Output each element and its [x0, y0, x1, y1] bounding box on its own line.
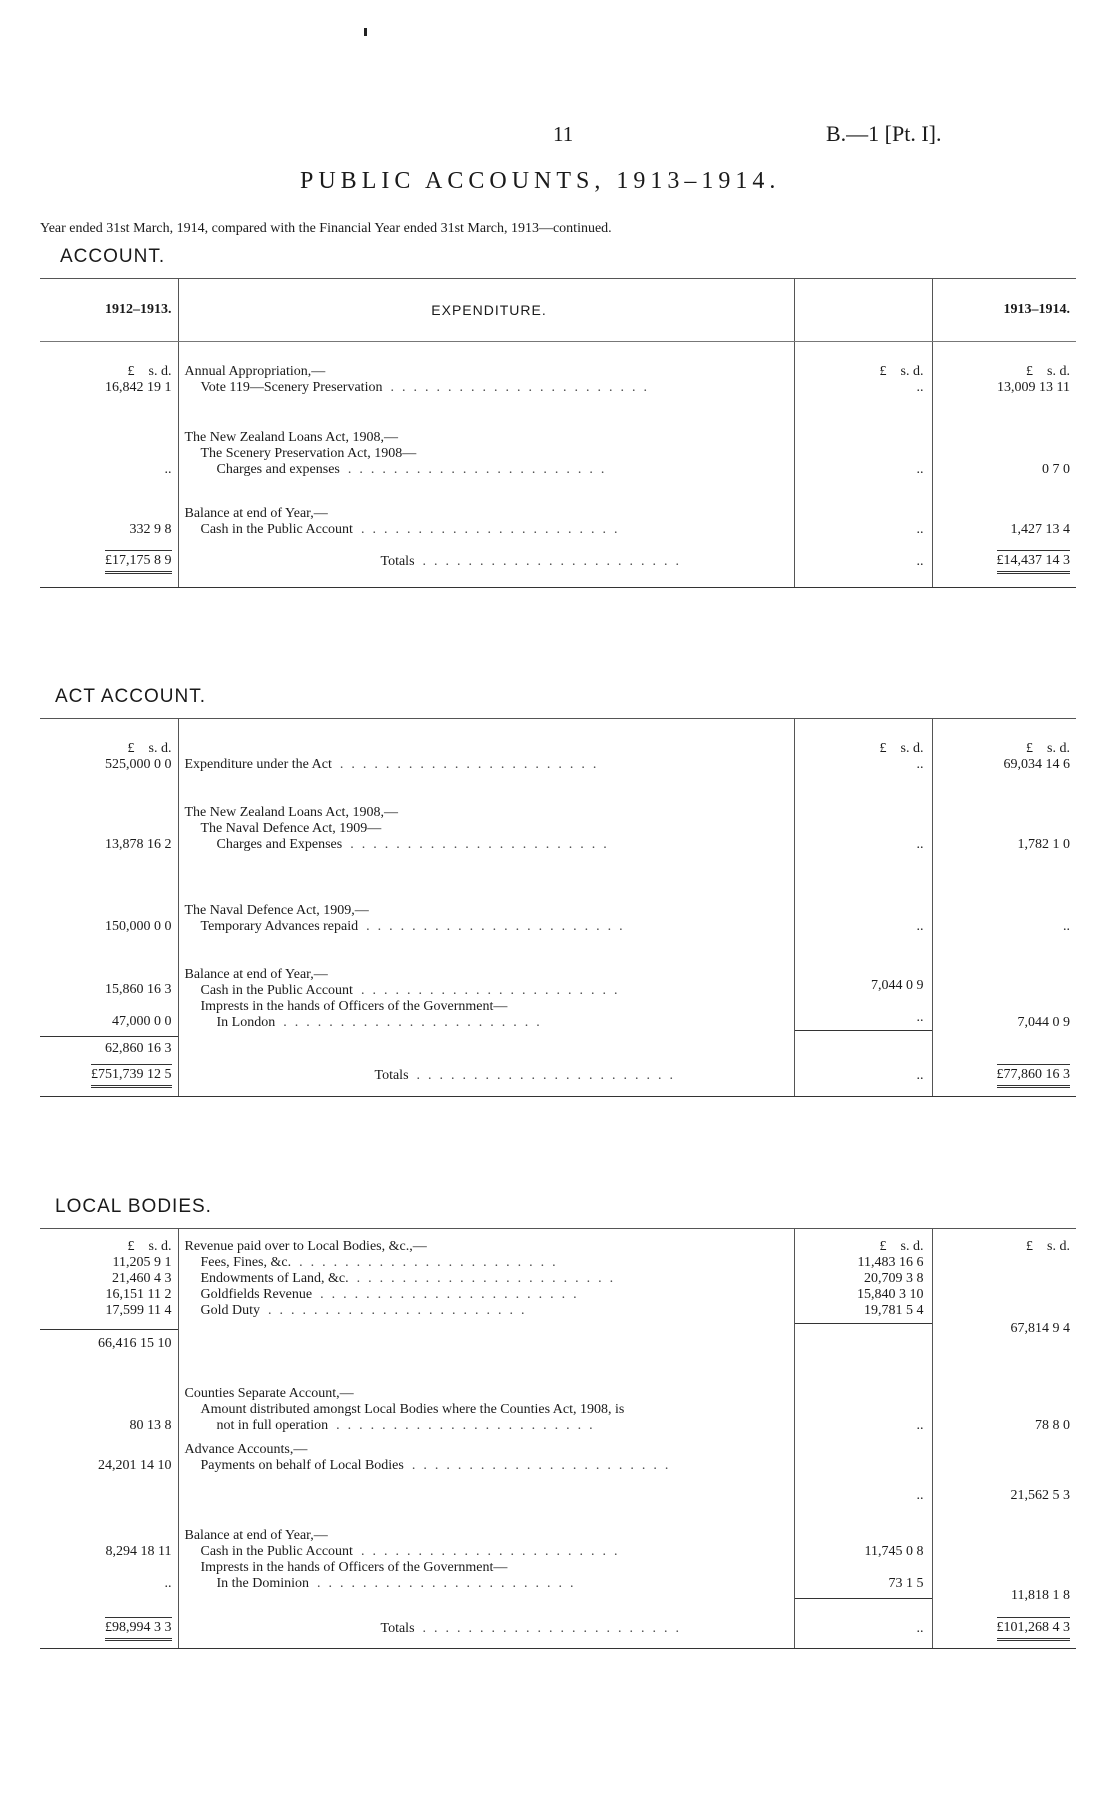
print-mark — [364, 28, 367, 36]
page-title: PUBLIC ACCOUNTS, 1913–1914. — [300, 168, 781, 194]
amount-mid: .. — [794, 773, 932, 853]
amount-prev: .. — [164, 1576, 172, 1591]
amount-curr: 21,562 5 3 — [1010, 1488, 1070, 1503]
table-row: 332 9 8 Balance at end of Year,— Cash in the Public Account ....................... .. 1,427 13 4 — [40, 478, 1076, 538]
row-label: Annual Appropriation,— — [184, 363, 326, 379]
row-label: Fees, Fines, &c. — [200, 1255, 292, 1270]
amount-mid: 20,709 3 8 — [864, 1271, 924, 1286]
amount-mid: .. — [794, 1352, 932, 1434]
amount-mid: .. — [794, 396, 932, 478]
table-row: £ s. d. 525,000 0 0 Expenditure under the Act ....................... £ s. d. .. £ s. d. 69,034 14 6 — [40, 719, 1076, 773]
row-label: Temporary Advances repaid — [200, 918, 359, 934]
table-row: 15,860 16 3 47,000 0 0 62,860 16 3 Balance at end of Year,— Cash in the Public Account ....................... Imprests in the hands of Officers of the Government— In London ....................... 7,044 0 9 .. 7,044 0 9 — [40, 935, 1076, 1057]
amount-curr: 0 7 0 — [1042, 461, 1070, 477]
row-label: Cash in the Public Account — [200, 1544, 353, 1559]
row-label: Goldfields Revenue — [200, 1287, 313, 1302]
section-heading-local-bodies: LOCAL BODIES. — [55, 1196, 212, 1217]
amount-prev-subtotal: 62,860 16 3 — [40, 1036, 178, 1057]
amount-curr: 67,814 9 4 — [1010, 1321, 1070, 1336]
unit-header: £ s. d. — [127, 740, 172, 756]
table-row: £ s. d. 11,205 9 1 21,460 4 3 16,151 11 2 17,599 11 4 66,416 15 10 Revenue paid over to Local Bodies, &c.,— Fees, Fines, &c. ....................... Endowments of Land, &c. ....................... Goldfields Revenue ....................... Gold Duty ....................... £ s. d. 11,483 16 6 20,709 3 8 15,840 3 10 19,781 5 4 £ s. d. 67,814 9 4 — [40, 1229, 1076, 1353]
amount-mid: 11,745 0 8 — [864, 1544, 924, 1559]
amount-curr: 1,782 1 0 — [1017, 836, 1070, 852]
unit-header: £ s. d. — [879, 740, 924, 756]
row-label: Imprests in the hands of Officers of the Government— — [200, 998, 508, 1014]
page-number: 11 — [553, 122, 574, 146]
row-label: Cash in the Public Account — [200, 521, 353, 537]
amount-mid: .. — [916, 756, 924, 772]
page-subtitle: Year ended 31st March, 1914, compared with the Financial Year ended 31st March, 1913—continued. — [40, 221, 612, 236]
amount-curr: 1,427 13 4 — [1010, 521, 1070, 537]
table-row: £ s. d. 16,842 19 1 Annual Appropriation,— Vote 119—Scenery Preservation ....................... £ s. d. .. £ s. d. 13,009 13 11 — [40, 342, 1076, 396]
row-label: Advance Accounts,— — [184, 1442, 308, 1457]
row-label: Payments on behalf of Local Bodies — [200, 1458, 404, 1473]
table-row: 24,201 14 10 Advance Accounts,— Payments on behalf of Local Bodies ....................... .. 21,562 5 3 — [40, 1434, 1076, 1504]
amount-mid: .. — [794, 1610, 932, 1648]
amount-prev: 24,201 14 10 — [40, 1434, 178, 1504]
column-header-curr-year: 1913–1914. — [932, 279, 1076, 342]
table-row: 150,000 0 0 The Naval Defence Act, 1909,— Temporary Advances repaid ....................... .. .. — [40, 853, 1076, 935]
amount-curr: 78 8 0 — [1035, 1418, 1070, 1433]
total-prev: £17,175 8 9 — [105, 550, 172, 574]
amount-prev: 525,000 0 0 — [105, 756, 172, 772]
amount-mid: 15,840 3 10 — [857, 1287, 924, 1302]
row-label: The Scenery Preservation Act, 1908— — [200, 445, 417, 461]
row-label: The New Zealand Loans Act, 1908,— — [184, 429, 398, 445]
column-header-expenditure: EXPENDITURE. — [178, 279, 794, 342]
amount-mid: 7,044 0 9 — [871, 977, 924, 993]
amount-prev: 17,599 11 4 — [105, 1303, 172, 1318]
unit-header: £ s. d. — [127, 1239, 172, 1254]
row-label: Cash in the Public Account — [200, 982, 353, 998]
amount-prev-subtotal: 66,416 15 10 — [40, 1329, 178, 1352]
table-row: .. The New Zealand Loans Act, 1908,— The Scenery Preservation Act, 1908— Charges and expenses ....................... .. 0 7 0 — [40, 396, 1076, 478]
row-label: Vote 119—Scenery Preservation — [200, 379, 383, 395]
total-curr: £101,268 4 3 — [997, 1617, 1071, 1641]
row-label: Counties Separate Account,— — [184, 1386, 354, 1401]
totals-row: £751,739 12 5 Totals ....................... .. £77,860 16 3 — [40, 1057, 1076, 1097]
amount-prev: 11,205 9 1 — [112, 1255, 172, 1270]
total-prev: £98,994 3 3 — [105, 1617, 172, 1641]
amount-curr: 13,009 13 11 — [997, 379, 1070, 395]
table-header-row — [40, 279, 1076, 342]
unit-header: £ s. d. — [879, 1239, 924, 1254]
total-curr: £14,437 14 3 — [997, 550, 1071, 574]
row-label: Balance at end of Year,— — [184, 505, 328, 521]
unit-header: £ s. d. — [1026, 1239, 1070, 1254]
row-label: Endowments of Land, &c. — [200, 1271, 349, 1286]
row-label: The Naval Defence Act, 1909,— — [184, 902, 369, 918]
document-reference: B.—1 [Pt. I]. — [826, 121, 942, 146]
unit-header: £ s. d. — [1026, 740, 1070, 756]
row-label: Imprests in the hands of Officers of the Government— — [200, 1560, 508, 1575]
row-label: Expenditure under the Act — [184, 756, 332, 772]
row-label: The New Zealand Loans Act, 1908,— — [184, 804, 398, 820]
total-curr: £77,860 16 3 — [997, 1064, 1071, 1088]
amount-prev: 47,000 0 0 — [112, 1013, 172, 1029]
amount-mid: .. — [916, 1009, 924, 1025]
amount-prev: 8,294 18 11 — [105, 1544, 172, 1559]
amount-prev: 16,842 19 1 — [105, 379, 172, 395]
amount-prev: 150,000 0 0 — [40, 853, 178, 935]
row-label: not in full operation — [216, 1418, 329, 1433]
section-heading-account: ACCOUNT. — [60, 246, 166, 267]
row-label: Balance at end of Year,— — [184, 1528, 328, 1543]
amount-mid: .. — [794, 1057, 932, 1097]
row-label: Amount distributed amongst Local Bodies where the Counties Act, 1908, is — [200, 1402, 625, 1417]
amount-prev: 332 9 8 — [40, 478, 178, 538]
local-bodies-table — [40, 1228, 1076, 1649]
amount-curr: 7,044 0 9 — [1017, 1014, 1070, 1030]
amount-prev: 16,151 11 2 — [105, 1287, 172, 1302]
amount-curr: .. — [1063, 918, 1070, 934]
unit-header: £ s. d. — [1026, 363, 1070, 379]
row-label: In the Dominion — [216, 1576, 310, 1591]
row-label: The Naval Defence Act, 1909— — [200, 820, 382, 836]
row-label: Charges and Expenses — [216, 836, 343, 852]
table-row: 13,878 16 2 The New Zealand Loans Act, 1908,— The Naval Defence Act, 1909— Charges and Expenses ....................... .. 1,782 1 0 — [40, 773, 1076, 853]
amount-mid: 73 1 5 — [888, 1576, 924, 1591]
amount-prev: .. — [40, 396, 178, 478]
totals-label: Totals — [380, 1620, 415, 1636]
unit-header: £ s. d. — [879, 363, 924, 379]
totals-row: £98,994 3 3 Totals ....................... .. £101,268 4 3 — [40, 1610, 1076, 1648]
column-header-prev-year: 1912–1913. — [40, 279, 178, 342]
amount-mid: .. — [794, 478, 932, 538]
total-prev: £751,739 12 5 — [91, 1064, 172, 1088]
amount-curr: 69,034 14 6 — [1003, 756, 1070, 772]
amount-prev: 80 13 8 — [40, 1352, 178, 1434]
naval-act-account-table — [40, 718, 1076, 1097]
amount-prev: 21,460 4 3 — [112, 1271, 172, 1286]
row-label: In London — [216, 1014, 276, 1030]
row-label: Balance at end of Year,— — [184, 966, 328, 982]
amount-mid: 19,781 5 4 — [864, 1303, 924, 1318]
amount-mid: .. — [794, 1434, 932, 1504]
row-label: Gold Duty — [200, 1303, 260, 1318]
amount-mid: .. — [794, 853, 932, 935]
table-row: 8,294 18 11 .. Balance at end of Year,— Cash in the Public Account ....................... Imprests in the hands of Officers of the Government— In the Dominion ....................... 11,745 0 8 73 1 5 11,818 1 8 — [40, 1504, 1076, 1610]
amount-mid: .. — [794, 538, 932, 588]
row-label: Revenue paid over to Local Bodies, &c.,— — [184, 1239, 427, 1254]
amount-mid: 11,483 16 6 — [857, 1255, 924, 1270]
table-row: 80 13 8 Counties Separate Account,— Amount distributed amongst Local Bodies where the Counties Act, 1908, is not in full operation ....................... .. 78 8 0 — [40, 1352, 1076, 1434]
amount-prev: 15,860 16 3 — [105, 981, 172, 997]
scenery-account-table — [40, 278, 1076, 588]
amount-mid: .. — [916, 379, 924, 395]
totals-label: Totals — [380, 554, 415, 570]
totals-row: £17,175 8 9 Totals ....................... .. £14,437 14 3 — [40, 538, 1076, 588]
row-label: Charges and expenses — [216, 461, 340, 477]
amount-curr: 11,818 1 8 — [1011, 1588, 1070, 1603]
totals-label: Totals — [374, 1068, 409, 1084]
section-heading-act-account: ACT ACCOUNT. — [55, 686, 207, 707]
unit-header: £ s. d. — [127, 363, 172, 379]
amount-prev: 13,878 16 2 — [40, 773, 178, 853]
